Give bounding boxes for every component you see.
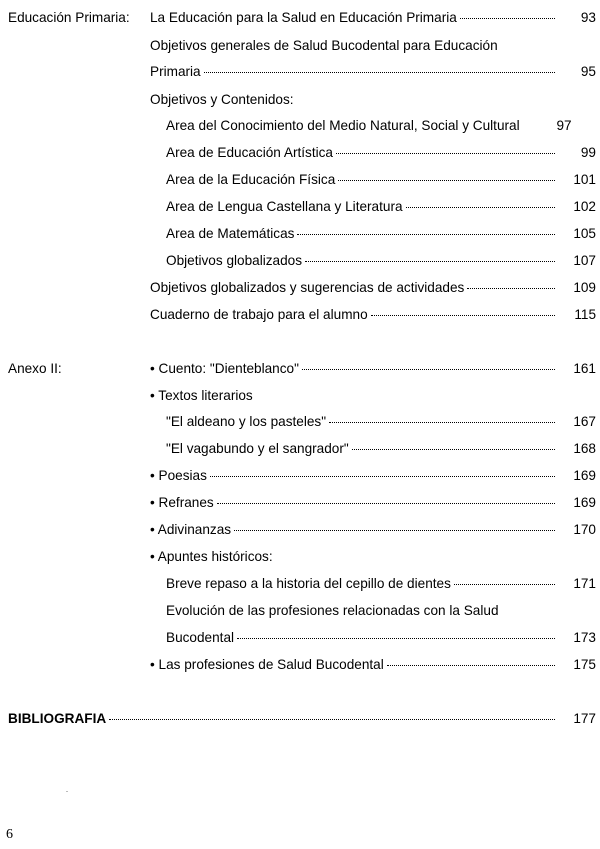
dot-leader: [460, 17, 555, 19]
toc-entry-page: 107: [573, 253, 596, 268]
toc-entry-page: 93: [580, 10, 596, 25]
dot-leader: [302, 368, 555, 370]
toc-entry-page: 173: [573, 630, 596, 645]
toc-entry-title: La Educación para la Salud en Educación Primaria: [150, 10, 457, 25]
toc-entry-page: 102: [573, 199, 596, 214]
dot-leader: [210, 475, 555, 477]
toc-entry: [150, 521, 600, 539]
toc-entry-title: BIBLIOGRAFIA: [8, 711, 107, 726]
toc-entry-title-line1: Evolución de las profesiones relacionadas con la Salud: [166, 603, 499, 618]
toc-entry-page: 101: [573, 172, 596, 187]
dot-leader: [338, 179, 555, 181]
toc-entry: [150, 360, 600, 378]
dot-leader: [305, 260, 555, 262]
toc-entry: [166, 198, 600, 216]
toc-entry-page: 169: [573, 468, 596, 483]
toc-entry-title: • Poesias: [150, 468, 207, 483]
toc-entry: [166, 225, 600, 243]
toc-entry: [150, 306, 600, 324]
toc-entry-title: Area del Conocimiento del Medio Natural, Social y Cultural: [166, 118, 520, 133]
dot-leader: [406, 206, 555, 208]
dot-leader: [329, 421, 555, 423]
page-number: 6: [6, 827, 13, 842]
scan-speck: [66, 791, 68, 792]
dot-leader: [336, 152, 555, 154]
dot-leader: [204, 71, 555, 73]
dot-leader: [217, 502, 555, 504]
toc-entry-title: • Las profesiones de Salud Bucodental: [150, 657, 384, 672]
toc-entry-page: 170: [573, 522, 596, 537]
toc-entry-title-line1: Objetivos generales de Salud Bucodental para Educación: [150, 38, 498, 53]
toc-entry-title: Breve repaso a la historia del cepillo de dientes: [166, 576, 451, 591]
toc-entry: [166, 575, 600, 593]
toc-entry: [166, 440, 600, 458]
toc-subheading: • Apuntes históricos:: [150, 549, 273, 564]
toc-entry-page: 168: [573, 441, 596, 456]
toc-entry-page: 171: [573, 576, 596, 591]
section-label-anexo: Anexo II:: [8, 361, 62, 376]
toc-subheading: Objetivos y Contenidos:: [150, 92, 294, 107]
toc-entry: [166, 413, 600, 431]
dot-leader: [234, 529, 555, 531]
toc-entry: [166, 629, 600, 647]
toc-entry-page: 167: [573, 414, 596, 429]
dot-leader: [523, 126, 531, 127]
toc-entry-title: "El vagabundo y el sangrador": [166, 441, 349, 456]
toc-entry-page: 105: [573, 226, 596, 241]
toc-entry-title: • Cuento: "Dienteblanco": [150, 361, 299, 376]
toc-entry-title: Area de Educación Artística: [166, 145, 333, 160]
toc-entry-title: Cuaderno de trabajo para el alumno: [150, 307, 368, 322]
toc-entry-bibliografia: [8, 710, 600, 728]
toc-entry-title: Primaria: [150, 64, 201, 79]
toc-entry: [150, 9, 600, 27]
toc-entry-title: Area de Matemáticas: [166, 226, 295, 241]
toc-entry-title: "El aldeano y los pasteles": [166, 414, 327, 429]
toc-entry-title: • Adivinanzas: [150, 522, 232, 537]
toc-entry-title: Objetivos globalizados: [166, 253, 303, 268]
dot-leader: [109, 718, 555, 720]
toc-entry: [150, 467, 600, 485]
toc-entry-title: Bucodental: [166, 630, 235, 645]
toc-entry: [166, 171, 600, 189]
toc-entry: [166, 117, 600, 135]
toc-entry: [166, 252, 600, 270]
toc-entry-title: Area de Lengua Castellana y Literatura: [166, 199, 403, 214]
toc-entry: [150, 63, 600, 81]
toc-entry-page: 175: [573, 657, 596, 672]
toc-entry-page: 169: [573, 495, 596, 510]
toc-subheading: • Textos literarios: [150, 388, 253, 403]
section-label-primaria: Educación Primaria:: [8, 10, 130, 25]
dot-leader: [297, 233, 555, 235]
toc-entry-page: 109: [573, 280, 596, 295]
toc-entry-title: Objetivos globalizados y sugerencias de actividades: [150, 280, 465, 295]
toc-entry-page: 99: [580, 145, 596, 160]
toc-entry: [166, 144, 600, 162]
toc-entry-page: 97: [556, 118, 572, 133]
toc-entry-page: 115: [574, 307, 596, 322]
toc-entry-title: Area de la Educación Física: [166, 172, 336, 187]
toc-entry-page: 161: [573, 361, 596, 376]
toc-entry-page: 95: [580, 64, 596, 79]
dot-leader: [467, 287, 555, 289]
dot-leader: [387, 664, 555, 666]
toc-entry: [150, 279, 600, 297]
toc-entry: [150, 656, 600, 674]
dot-leader: [352, 448, 555, 450]
toc-entry-page: 177: [573, 711, 596, 726]
toc-entry-title: • Refranes: [150, 495, 214, 510]
dot-leader: [371, 314, 555, 316]
dot-leader: [237, 637, 555, 639]
toc-entry: [150, 494, 600, 512]
dot-leader: [454, 583, 555, 585]
